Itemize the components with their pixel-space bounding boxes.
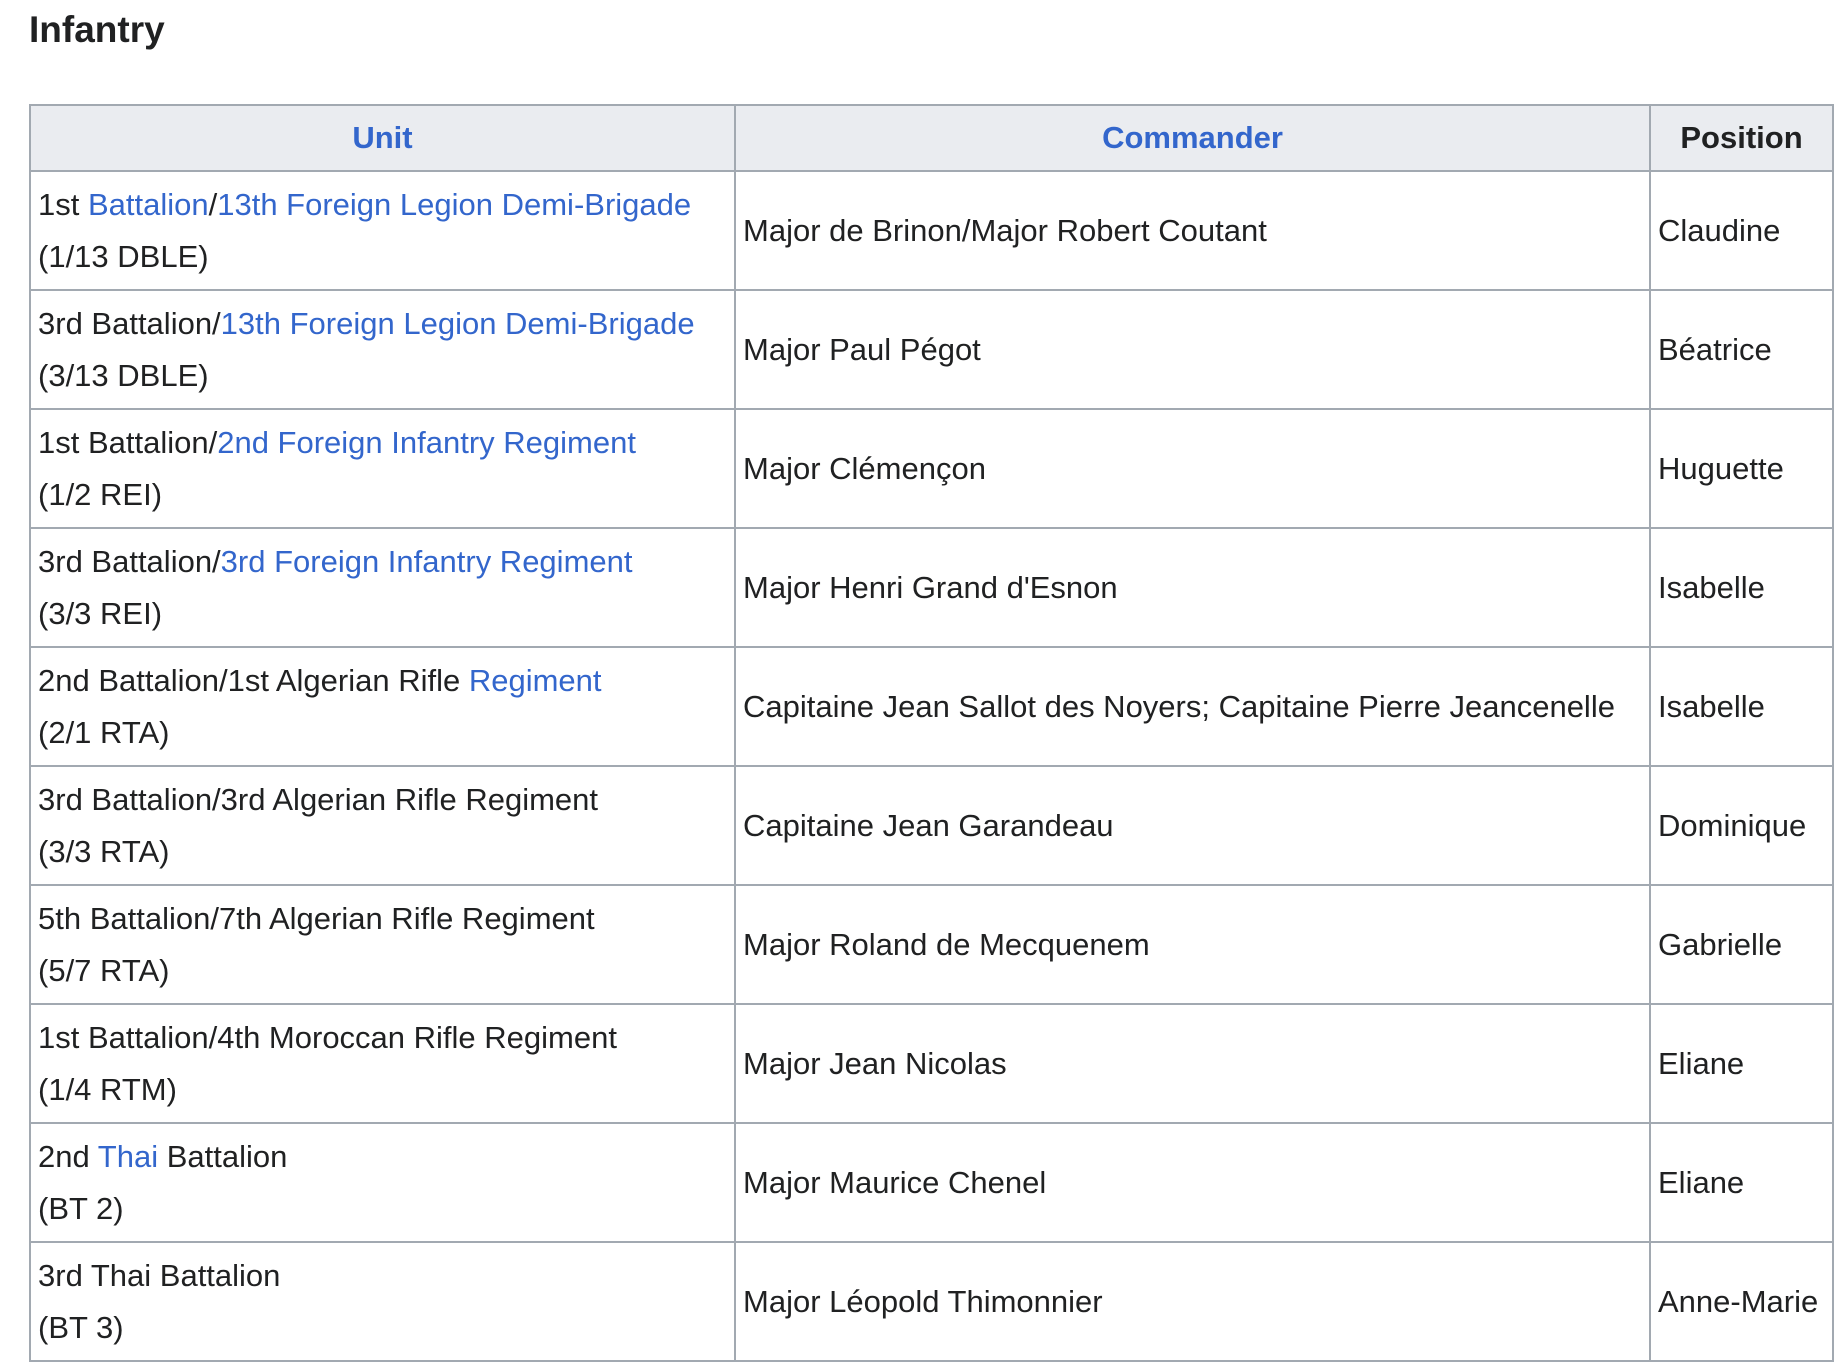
table-row [30,1242,1833,1361]
position-cell: Béatrice [1650,290,1833,409]
unit-abbreviation: (3/3 RTA) [38,833,170,869]
position-cell: Eliane [1650,1123,1833,1242]
unit-name [38,774,727,826]
commander-cell: Major Paul Pégot [735,290,1650,409]
unit-text: 1st Battalion/4th Moroccan Rifle Regiment [38,1019,617,1055]
unit-link[interactable]: 2nd Foreign Infantry Regiment [217,424,636,460]
unit-name [38,298,727,350]
position-cell: Huguette [1650,409,1833,528]
unit-text: 3rd Battalion/3rd Algerian Rifle Regiment [38,781,599,817]
unit-link[interactable]: Battalion [87,186,209,222]
unit-cell [30,528,735,647]
commander-cell: Major Clémençon [735,409,1650,528]
unit-link[interactable]: 13th Foreign Legion Demi-Brigade [217,186,692,222]
commander-cell: Major Henri Grand d'Esnon [735,528,1650,647]
table-row [30,290,1833,409]
unit-text: 2nd Battalion/1st Algerian Rifle [38,662,469,698]
unit-cell [30,1242,735,1361]
table-row [30,1004,1833,1123]
table-row [30,885,1833,1004]
table-row [30,528,1833,647]
unit-cell [30,1123,735,1242]
position-cell: Isabelle [1650,647,1833,766]
position-cell: Eliane [1650,1004,1833,1123]
unit-text: 5th Battalion/7th Algerian Rifle Regiment [38,900,595,936]
unit-name [38,417,727,469]
commander-column-header[interactable]: Commander [735,105,1650,171]
commander-cell: Major Maurice Chenel [735,1123,1650,1242]
table-row [30,647,1833,766]
unit-name [38,1131,727,1183]
unit-text: 3rd Thai Battalion [38,1257,281,1293]
commander-cell: Major Jean Nicolas [735,1004,1650,1123]
unit-cell [30,885,735,1004]
unit-abbreviation: (2/1 RTA) [38,714,170,750]
unit-abbreviation: (BT 3) [38,1309,124,1345]
unit-column-header[interactable]: Unit [30,105,735,171]
position-column-header: Position [1650,105,1833,171]
unit-name [38,536,727,588]
unit-text: / [208,186,218,222]
commander-cell: Capitaine Jean Sallot des Noyers; Capitaine Pierre Jeancenelle [735,647,1650,766]
unit-name [38,179,727,231]
position-cell: Anne-Marie [1650,1242,1833,1361]
unit-cell [30,766,735,885]
unit-name [38,1250,727,1302]
position-cell: Dominique [1650,766,1833,885]
infantry-table [29,104,1834,1362]
unit-text: 2nd [38,1138,98,1174]
position-cell: Isabelle [1650,528,1833,647]
unit-name [38,655,727,707]
unit-abbreviation: (1/4 RTM) [38,1071,177,1107]
unit-name [38,893,727,945]
unit-cell [30,409,735,528]
unit-abbreviation: (BT 2) [38,1190,124,1226]
unit-text: 3rd Battalion/ [38,543,221,579]
unit-abbreviation: (5/7 RTA) [38,952,170,988]
section-heading: Infantry [29,9,165,50]
position-cell: Gabrielle [1650,885,1833,1004]
unit-text: Battalion [158,1138,288,1174]
unit-name [38,1012,727,1064]
unit-text: 1st [38,186,88,222]
table-row [30,766,1833,885]
table-header-row [30,105,1833,171]
position-cell: Claudine [1650,171,1833,290]
unit-cell [30,647,735,766]
commander-cell: Major Léopold Thimonnier [735,1242,1650,1361]
unit-abbreviation: (3/13 DBLE) [38,357,209,393]
unit-abbreviation: (3/3 REI) [38,595,163,631]
unit-link[interactable]: 13th Foreign Legion Demi-Brigade [220,305,695,341]
unit-text: 3rd Battalion/ [38,305,221,341]
unit-link[interactable]: Thai [97,1138,159,1174]
commander-cell: Major Roland de Mecquenem [735,885,1650,1004]
commander-cell: Capitaine Jean Garandeau [735,766,1650,885]
unit-cell [30,290,735,409]
unit-link[interactable]: 3rd Foreign Infantry Regiment [220,543,633,579]
unit-cell [30,1004,735,1123]
unit-abbreviation: (1/13 DBLE) [38,238,209,274]
unit-abbreviation: (1/2 REI) [38,476,163,512]
table-row [30,171,1833,290]
table-row [30,409,1833,528]
table-body [30,171,1833,1361]
table-row [30,1123,1833,1242]
commander-cell: Major de Brinon/Major Robert Coutant [735,171,1650,290]
unit-link[interactable]: Regiment [468,662,602,698]
unit-text: 1st Battalion/ [38,424,218,460]
unit-cell [30,171,735,290]
